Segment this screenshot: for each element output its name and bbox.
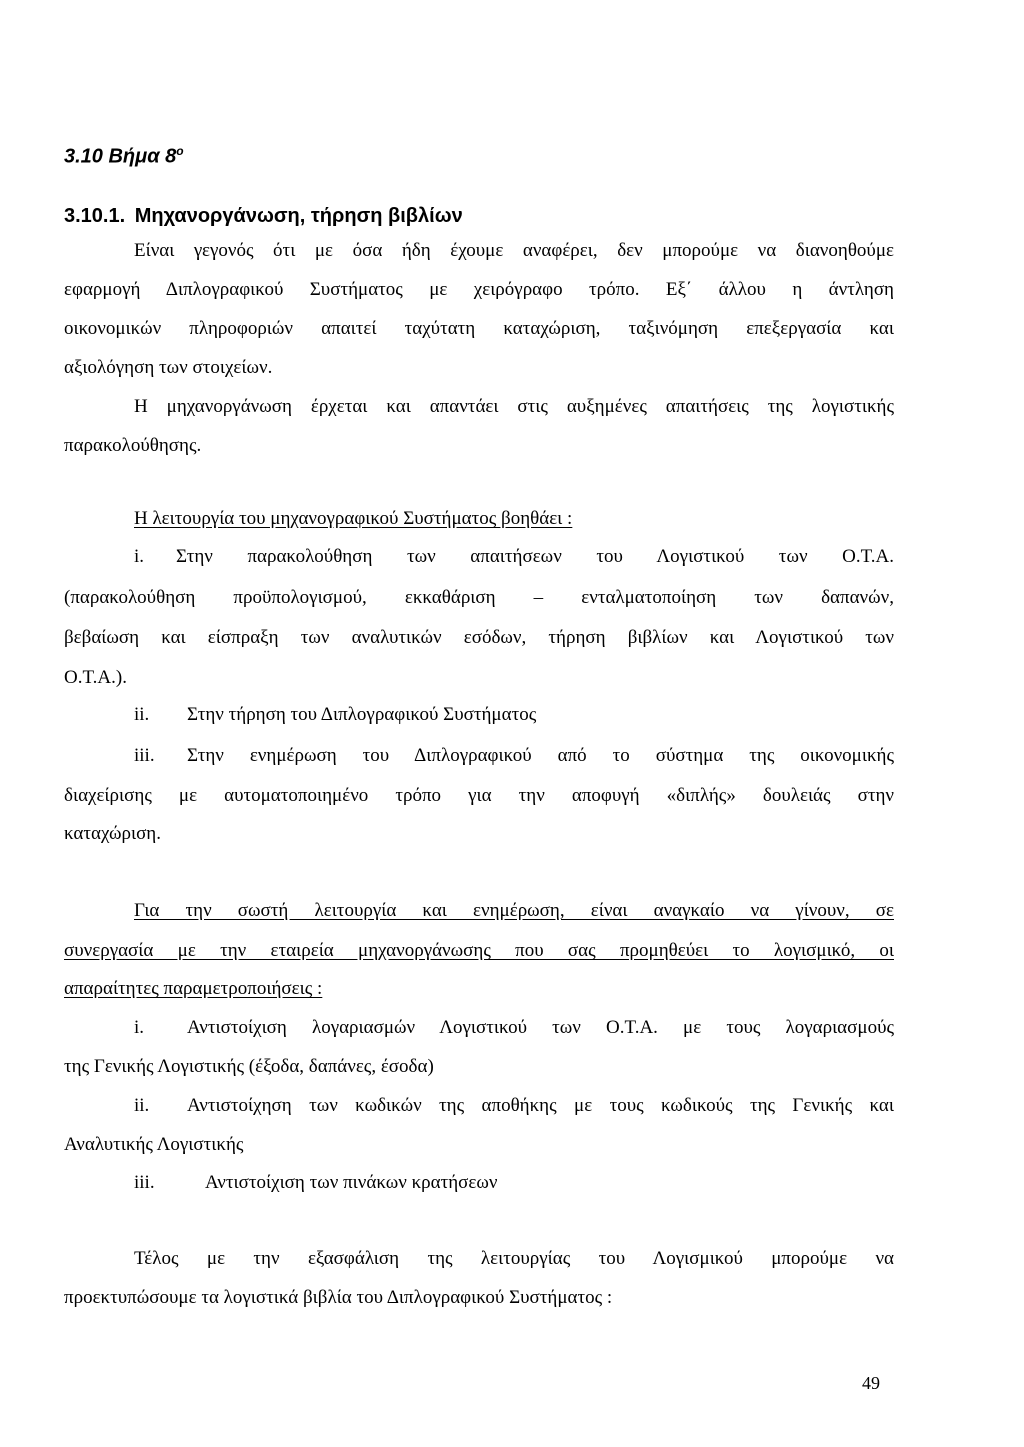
- list1-iii-cont-1: διαχείρισης με αυτοματοποιημένο τρόπο για την αποφυγή «διπλής» δουλειάς στην: [64, 785, 894, 806]
- section-heading-sup: ο: [176, 144, 184, 158]
- list2-i-number: i.: [134, 1017, 145, 1038]
- list2-i-text: Αντιστοίχιση λογαριασμών Λογιστικού των Ο.Τ.Α. με τους λογαριασμούς: [187, 1017, 894, 1038]
- section-heading: [64, 140, 184, 168]
- intro-line-4: αξιολόγηση των στοιχείων.: [64, 357, 273, 378]
- setup-heading-line-3: απαραίτητες παραμετροποιήσεις :: [64, 978, 323, 999]
- setup-heading-line-1: Για την σωστή λειτουργία και ενημέρωση, είναι αναγκαίο να γίνουν, σε: [134, 900, 894, 921]
- intro-line-2: εφαρμογή Διπλογραφικού Συστήματος με χειρόγραφο τρόπο. Εξ΄ άλλου η άντληση: [64, 279, 894, 300]
- list1-ii-number: ii.: [134, 704, 150, 725]
- list1-i-cont-3: Ο.Τ.Α.).: [64, 667, 127, 688]
- list1-i-cont-1: (παρακολούθηση προϋπολογισμού, εκκαθάριση – ενταλματοποίηση των δαπανών,: [64, 587, 894, 608]
- list2-ii-cont: Αναλυτικής Λογιστικής: [64, 1134, 244, 1155]
- subsection-title: Μηχανοργάνωση, τήρηση βιβλίων: [134, 205, 463, 227]
- subsection-heading: [64, 205, 463, 227]
- list2-iii-number: iii.: [134, 1172, 155, 1193]
- list1-ii-text: Στην τήρηση του Διπλογραφικού Συστήματος: [187, 704, 537, 725]
- intro-line-1: Είναι γεγονός ότι με όσα ήδη έχουμε αναφέρει, δεν μπορούμε να διανοηθούμε: [134, 240, 894, 261]
- page-number: 49: [862, 1373, 880, 1393]
- list1-iii-number: iii.: [134, 745, 155, 766]
- mech-line-1: Η μηχανοργάνωση έρχεται και απαντάει στις αυξημένες απαιτήσεις της λογιστικής: [134, 396, 894, 417]
- intro-line-3: οικονομικών πληροφοριών απαιτεί ταχύτατη καταχώριση, ταξινόμηση επεξεργασία και: [64, 318, 894, 339]
- list2-i-cont: της Γενικής Λογιστικής (έξοδα, δαπάνες, έσοδα): [64, 1056, 434, 1077]
- list2-ii-text: Αντιστοίχηση των κωδικών της αποθήκης με τους κωδικούς της Γενικής και: [187, 1095, 894, 1116]
- function-heading: Η λειτουργία του μηχανογραφικού Συστήματος βοηθάει :: [134, 508, 573, 529]
- section-heading-text: 3.10 Βήμα 8: [64, 145, 177, 168]
- list1-iii-text: Στην ενημέρωση του Διπλογραφικού από το σύστημα της οικονομικής: [187, 745, 894, 766]
- list1-iii-cont-2: καταχώριση.: [64, 823, 161, 844]
- setup-heading-line-2: συνεργασία με την εταιρεία μηχανοργάνωσης που σας προμηθεύει το λογισμικό, οι: [64, 940, 894, 961]
- list1-i-number: i.: [134, 546, 145, 567]
- list2-ii-number: ii.: [134, 1095, 150, 1116]
- list2-iii-text: Αντιστοίχιση των πινάκων κρατήσεων: [205, 1172, 498, 1193]
- list1-i-cont-2: βεβαίωση και είσπραξη των αναλυτικών εσόδων, τήρηση βιβλίων και Λογιστικού των: [64, 627, 894, 648]
- list1-i-text: Στην παρακολούθηση των απαιτήσεων του Λογιστικού των Ο.Τ.Α.: [176, 546, 894, 567]
- mech-line-2: παρακολούθησης.: [64, 435, 202, 456]
- closing-line-1: Τέλος με την εξασφάλιση της λειτουργίας του Λογισμικού μπορούμε να: [134, 1248, 894, 1269]
- closing-line-2: προεκτυπώσουμε τα λογιστικά βιβλία του Διπλογραφικού Συστήματος :: [64, 1287, 613, 1308]
- subsection-number: 3.10.1.: [64, 205, 126, 227]
